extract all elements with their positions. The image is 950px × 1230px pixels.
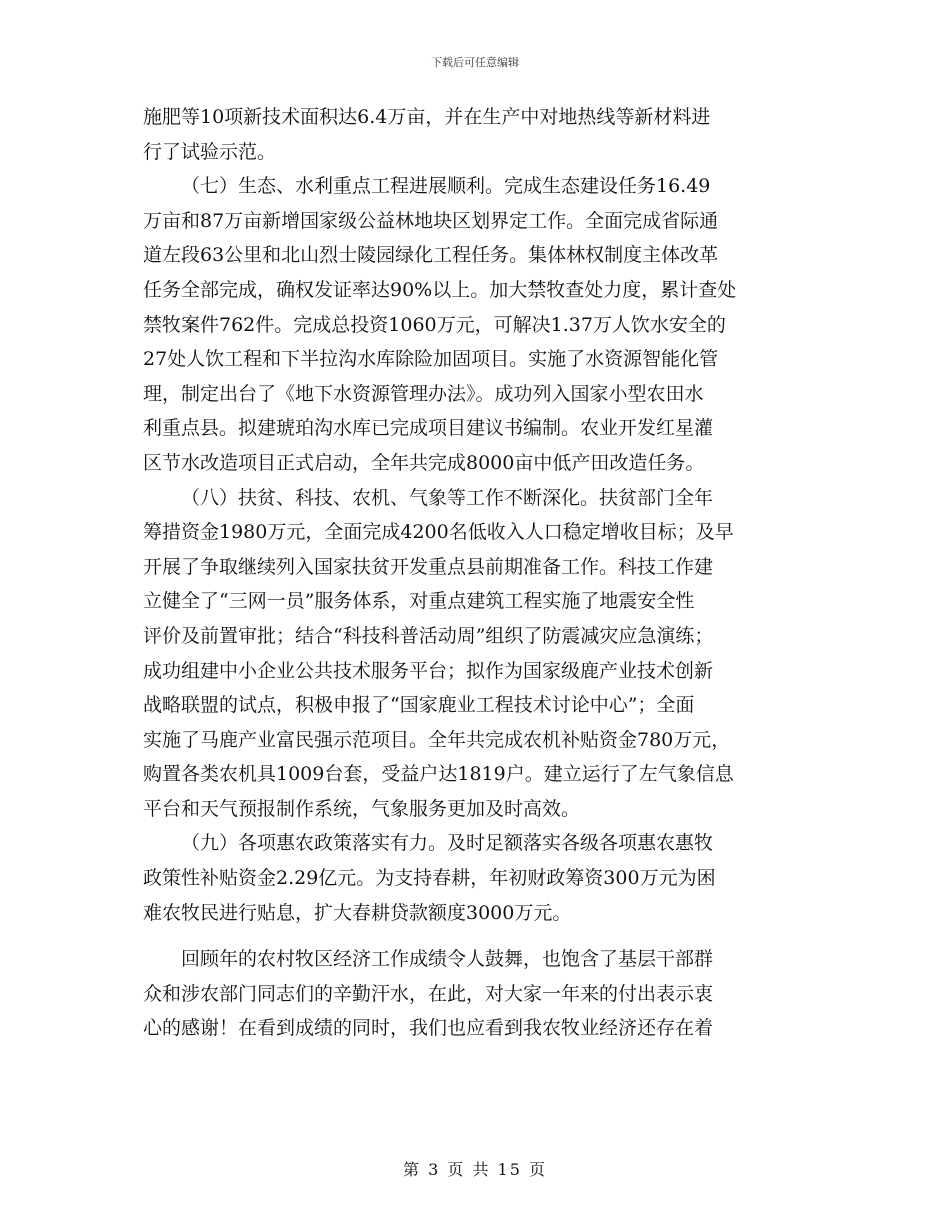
text-line: 心的感谢！在看到成绩的同时，我们也应看到我农牧业经济还存在着 — [143, 1017, 714, 1040]
paragraph-start-line: （七）生态、水利重点工程进展顺利。完成生态建设任务16.49 — [181, 175, 711, 198]
text-line: 道左段63公里和北山烈士陵园绿化工程任务。集体林权制度主体改革 — [143, 244, 719, 267]
text-line: 购置各类农机具1009台套，受益户达1819户。建立运行了左气象信息 — [143, 763, 734, 786]
text-line: 禁牧案件762件。完成总投资1060万元，可解决1.37万人饮水安全的 — [143, 313, 726, 336]
text-line: 评价及前置审批；结合“科技科普活动周”组织了防震减灾应急演练； — [143, 624, 714, 647]
text-line: 27处人饮工程和下半拉沟水库除险加固项目。实施了水资源智能化管 — [143, 348, 719, 371]
text-line: 难农牧民进行贴息，扩大春耕贷款额度3000万元。 — [143, 901, 572, 924]
paragraph-start-line: （九）各项惠农政策落实有力。及时足额落实各级各项惠农惠牧 — [181, 832, 714, 855]
text-line: 利重点县。拟建琥珀沟水库已完成项目建议书编制。农业开发红星灌 — [143, 417, 714, 440]
text-line: 实施了马鹿产业富民强示范项目。全年共完成农机补贴资金780万元， — [143, 728, 731, 751]
page-footer: 第 3 页 共 15 页 — [403, 1160, 547, 1179]
text-line: 万亩和87万亩新增国家级公益林地块区划界定工作。全面完成省际通 — [143, 209, 719, 232]
text-line: 立健全了“三网一员”服务体系，对重点建筑工程实施了地震安全性 — [143, 590, 695, 613]
text-line: 开展了争取继续列入国家扶贫开发重点县前期准备工作。科技工作建 — [143, 555, 714, 578]
paragraph-start-line: （八）扶贫、科技、农机、气象等工作不断深化。扶贫部门全年 — [181, 486, 714, 509]
text-line: 施肥等10项新技术面积达6.4万亩，并在生产中对地热线等新材料进 — [143, 106, 711, 128]
text-line: 理，制定出台了《地下水资源管理办法》。成功列入国家小型农田水 — [143, 382, 704, 405]
page-header: 下载后可任意编辑 — [431, 56, 519, 69]
text-line: 众和涉农部门同志们的辛勤汗水，在此，对大家一年来的付出表示衷 — [143, 982, 714, 1005]
text-line: 战略联盟的试点，积极申报了“国家鹿业工程技术讨论中心”；全面 — [143, 694, 695, 717]
text-line: 成功组建中小企业公共技术服务平台；拟作为国家级鹿产业技术创新 — [143, 659, 714, 682]
text-line: 平台和天气预报制作系统，气象服务更加及时高效。 — [143, 797, 581, 820]
paragraph-start-line: 回顾年的农村牧区经济工作成绩令人鼓舞，也饱含了基层干部群 — [181, 948, 714, 971]
text-line: 行了试验示范。 — [143, 140, 277, 163]
text-line: 筹措资金1980万元，全面完成4200名低收入人口稳定增收目标；及早 — [143, 521, 734, 544]
body-text — [143, 100, 811, 1046]
text-line: 政策性补贴资金2.29亿元。为支持春耕，年初财政筹资300万元为困 — [143, 867, 716, 890]
text-line: 任务全部完成，确权发证率达90%以上。加大禁牧查处力度，累计查处 — [143, 278, 737, 301]
text-line: 区节水改造项目正式启动，全年共完成8000亩中低产田改造任务。 — [143, 451, 705, 474]
